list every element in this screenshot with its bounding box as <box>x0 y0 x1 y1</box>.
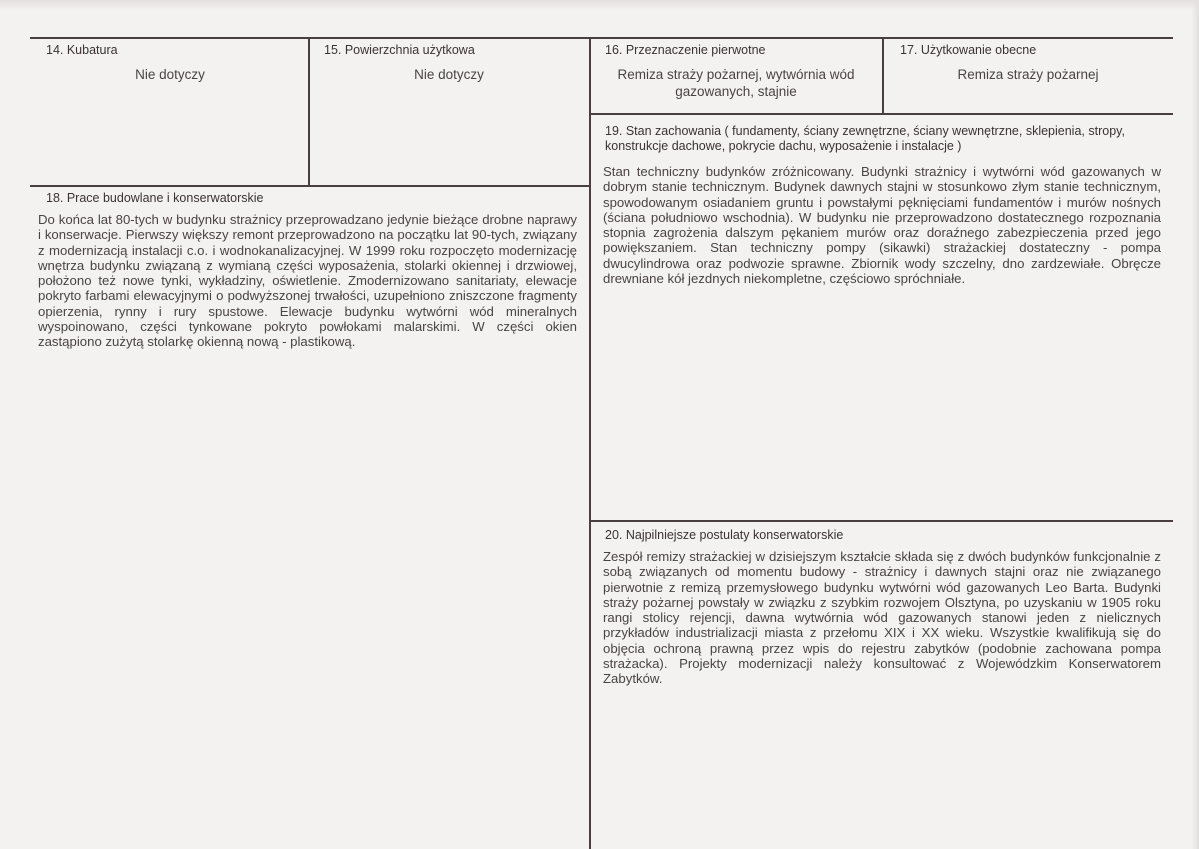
field-19-label: 19. Stan zachowania ( fundamenty, ściany zewnętrzne, ściany wewnętrzne, sklepienia, stropy, konstrukcje dachowe, pokrycie dachu, wyposażenie i instalacje ) <box>605 124 1125 153</box>
field-20-text: Zespół remizy strażackiej w dzisiejszym kształcie składa się z dwóch budynków funkcjonalnie z sobą związanych od momentu budowy - strażnicy i dawnych stajni oraz nie związanego pierwotnie z remizą przemysłowego budynku wytwórni wód gazowanych Leo Barta. Budynki straży pożarnej powstały w związku z szybkim rozwojem Olsztyna, po uzyskaniu w 1905 roku rangi stolicy rejencji, dawna wytwórnia wód gazowanych stanowi jeden z nielicznych przykładów industrializacji miasta z przełomu XIX i XX wieku. Wszystkie kwalifikują się do objęcia ochroną prawną przez wpis do rejestru zabytków (podobnie zachowana pompa strażacka). Projekty modernizacji należy konsultować z Wojewódzkim Konserwatorem Zabytków. <box>603 549 1161 687</box>
rule-below-16-17 <box>589 113 1173 115</box>
field-20-label: 20. Najpilniejsze postulaty konserwatorskie <box>605 528 844 542</box>
rule-above-20 <box>589 520 1173 522</box>
divider-main <box>589 37 591 849</box>
field-15-label: 15. Powierzchnia użytkowa <box>324 43 475 57</box>
field-14-label: 14. Kubatura <box>46 43 118 57</box>
scan-shadow-right <box>1191 0 1199 849</box>
rule-above-18 <box>30 185 590 187</box>
field-18-text: Do końca lat 80-tych w budynku strażnicy przeprowadzano jedynie bieżące drobne naprawy i konserwacje. Pierwszy większy remont przeprowadzono na początku lat 90-tych, związany z modernizacją instalacji c.o. i wodnokanalizacyjnej. W 1999 roku rozpoczęto modernizację wnętrza budynku związaną z wymianą części wyposażenia, stolarki okiennej i drzwiowej, położono też nowe tynki, wykładziny, oświetlenie. Zmodernizowano sanitariaty, elewacje pokryto farbami elewacyjnymi o podwyższonej trwałości, uzupełniono zniszczone fragmenty opierzenia, rynny i rury spustowe. Elewacje budynku wytwórni wód mineralnych wyspoinowano, części tynkowane pokryto powłokami malarskimi. W części okien zastąpiono zużytą stolarkę okienną nową - plastikową. <box>38 212 577 350</box>
top-rule <box>30 37 1173 39</box>
field-17-value: Remiza straży pożarnej <box>957 67 1099 82</box>
field-19-text: Stan techniczny budynków zróżnicowany. Budynki strażnicy i wytwórni wód gazowanych w dobrym stanie technicznym. Budynek dawnych stajni w stosunkowo złym stanie technicznym, spowodowanym osiadaniem gruntu i powstałymi pęknięciami fundamentów i murów nośnych (ściana południowo wschodnia). W budynku nie przeprowadzono dostatecznego rozpoznania stopnia zagrożenia dalszym pękaniem murów oraz doraźnego zabezpieczenia przed jego powiększaniem. Stan techniczny pompy (sikawki) strażackiej dostateczny - pompa dwucylindrowa oraz podwozie sprawne. Zbiornik wody szczelny, dno zardzewiałe. Obręcze drewniane kół jezdnych niekompletne, częściowo spróchniałe. <box>603 164 1161 287</box>
field-18-label: 18. Prace budowlane i konserwatorskie <box>46 191 264 205</box>
field-17-label: 17. Użytkowanie obecne <box>900 43 1037 57</box>
divider-14-15 <box>308 37 310 186</box>
divider-16-17 <box>882 37 884 114</box>
field-15-value: Nie dotyczy <box>414 67 484 82</box>
scan-shadow-top <box>0 0 1199 10</box>
field-16-value: Remiza straży pożarnej, wytwórnia wód gazowanych, stajnie <box>617 67 855 99</box>
field-16-label: 16. Przeznaczenie pierwotne <box>605 43 766 57</box>
field-14-value: Nie dotyczy <box>135 67 205 82</box>
